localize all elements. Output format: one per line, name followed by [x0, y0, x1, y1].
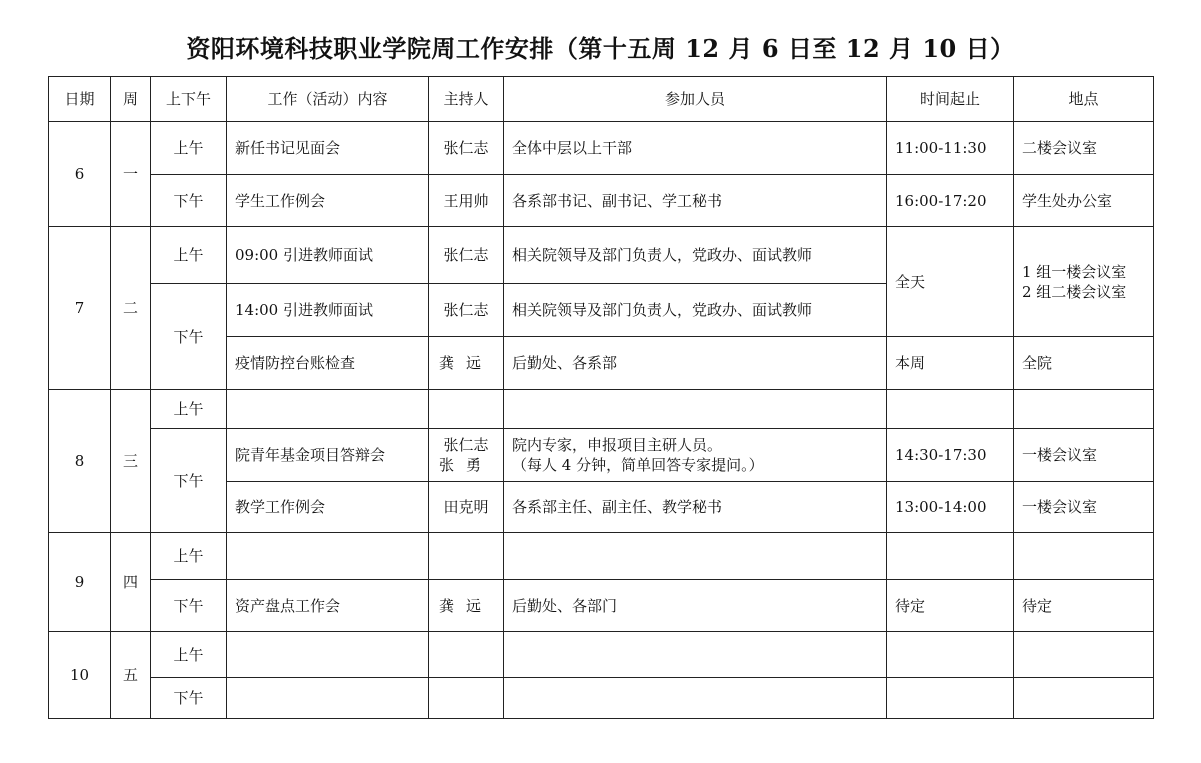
- period-cell: 上午: [151, 632, 227, 678]
- time-cell: [887, 632, 1014, 678]
- table-row: [49, 580, 1154, 632]
- location-cell: [1014, 533, 1154, 580]
- location-cell: [1014, 390, 1154, 429]
- date-cell: 9: [49, 533, 111, 632]
- location-line: 2 组二楼会议室: [1022, 282, 1127, 301]
- participants-cell: [504, 390, 887, 429]
- location-cell: 全院: [1014, 337, 1154, 390]
- location-cell: [1014, 632, 1154, 678]
- participants-cell: 全体中层以上干部: [504, 122, 887, 175]
- participants-cell: [504, 678, 887, 719]
- host-cell: 张仁志: [429, 284, 504, 337]
- participants-cell: 各系部主任、副主任、教学秘书: [504, 482, 887, 533]
- location-line: 1 组一楼会议室: [1022, 262, 1127, 281]
- table-row: [49, 533, 1154, 580]
- table-row: [49, 390, 1154, 429]
- date-cell: 8: [49, 390, 111, 533]
- header-host: 主持人: [429, 77, 504, 122]
- participants-cell: [504, 533, 887, 580]
- host-cell: 张仁志: [429, 227, 504, 284]
- time-cell: 本周: [887, 337, 1014, 390]
- location-cell: 一楼会议室: [1014, 482, 1154, 533]
- host-cell: 王用帅: [429, 175, 504, 227]
- host-cell: [429, 678, 504, 719]
- table-row: [49, 122, 1154, 175]
- content-cell: [227, 678, 429, 719]
- participants-line: （每人 4 分钟，简单回答专家提问。）: [512, 456, 764, 474]
- schedule-table: [48, 76, 1154, 719]
- date-cell: 7: [49, 227, 111, 390]
- content-cell: 教学工作例会: [227, 482, 429, 533]
- participants-cell: 后勤处、各系部: [504, 337, 887, 390]
- period-cell: 下午: [151, 580, 227, 632]
- time-cell: 14:30-17:30: [887, 429, 1014, 482]
- location-cell: [1014, 678, 1154, 719]
- period-cell: 上午: [151, 227, 227, 284]
- period-cell: 上午: [151, 122, 227, 175]
- weekday-cell: 五: [111, 632, 151, 719]
- content-cell: 新任书记见面会: [227, 122, 429, 175]
- time-cell: [887, 390, 1014, 429]
- participants-cell: 后勤处、各部门: [504, 580, 887, 632]
- table-row: [49, 678, 1154, 719]
- header-content: 工作（活动）内容: [227, 77, 429, 122]
- host-cell: 龚远: [429, 337, 504, 390]
- host-cell: [429, 429, 504, 482]
- time-cell: [887, 533, 1014, 580]
- host-cell: [429, 533, 504, 580]
- host-line: 张仁志: [443, 436, 489, 454]
- location-cell: 二楼会议室: [1014, 122, 1154, 175]
- period-cell: 上午: [151, 390, 227, 429]
- participants-cell: 各系部书记、副书记、学工秘书: [504, 175, 887, 227]
- header-location: 地点: [1014, 77, 1154, 122]
- participants-cell: [504, 632, 887, 678]
- content-cell: 09:00 引进教师面试: [227, 227, 429, 284]
- table-row: [49, 429, 1154, 482]
- period-cell: 下午: [151, 284, 227, 390]
- header-period: 上下午: [151, 77, 227, 122]
- participants-line: 院内专家，申报项目主研人员。: [512, 436, 723, 454]
- time-cell: 13:00-14:00: [887, 482, 1014, 533]
- time-cell: 11:00-11:30: [887, 122, 1014, 175]
- table-row: [49, 175, 1154, 227]
- content-cell: 院青年基金项目答辩会: [227, 429, 429, 482]
- date-cell: 6: [49, 122, 111, 227]
- date-cell: 10: [49, 632, 111, 719]
- weekday-cell: 一: [111, 122, 151, 227]
- host-cell: 田克明: [429, 482, 504, 533]
- time-cell: 待定: [887, 580, 1014, 632]
- host-cell: 龚远: [429, 580, 504, 632]
- table-row: [49, 632, 1154, 678]
- page-title: 资阳环境科技职业学院周工作安排（第十五周 12 月 6 日至 12 月 10 日）: [186, 34, 1015, 63]
- header-date: 日期: [49, 77, 111, 122]
- period-cell: 下午: [151, 175, 227, 227]
- header-row: [49, 77, 1154, 122]
- header-time: 时间起止: [887, 77, 1014, 122]
- participants-cell: 相关院领导及部门负责人，党政办、面试教师: [504, 227, 887, 284]
- content-cell: 14:00 引进教师面试: [227, 284, 429, 337]
- content-cell: [227, 632, 429, 678]
- content-cell: 资产盘点工作会: [227, 580, 429, 632]
- participants-cell: 相关院领导及部门负责人，党政办、面试教师: [504, 284, 887, 337]
- host-cell: [429, 632, 504, 678]
- header-participants: 参加人员: [504, 77, 887, 122]
- location-cell: 待定: [1014, 580, 1154, 632]
- content-cell: [227, 533, 429, 580]
- time-cell: 全天: [887, 227, 1014, 337]
- content-cell: [227, 390, 429, 429]
- location-cell: [1014, 227, 1154, 337]
- participants-cell: [504, 429, 887, 482]
- host-cell: [429, 390, 504, 429]
- weekday-cell: 二: [111, 227, 151, 390]
- location-cell: 一楼会议室: [1014, 429, 1154, 482]
- host-cell: 张仁志: [429, 122, 504, 175]
- header-weekday: 周: [111, 77, 151, 122]
- period-cell: 下午: [151, 678, 227, 719]
- location-cell: 学生处办公室: [1014, 175, 1154, 227]
- content-cell: 学生工作例会: [227, 175, 429, 227]
- time-cell: [887, 678, 1014, 719]
- weekday-cell: 三: [111, 390, 151, 533]
- period-cell: 上午: [151, 533, 227, 580]
- time-cell: 16:00-17:20: [887, 175, 1014, 227]
- content-cell: 疫情防控台账检查: [227, 337, 429, 390]
- weekday-cell: 四: [111, 533, 151, 632]
- period-cell: 下午: [151, 429, 227, 533]
- host-line: 张勇: [438, 456, 493, 474]
- table-row: [49, 227, 1154, 284]
